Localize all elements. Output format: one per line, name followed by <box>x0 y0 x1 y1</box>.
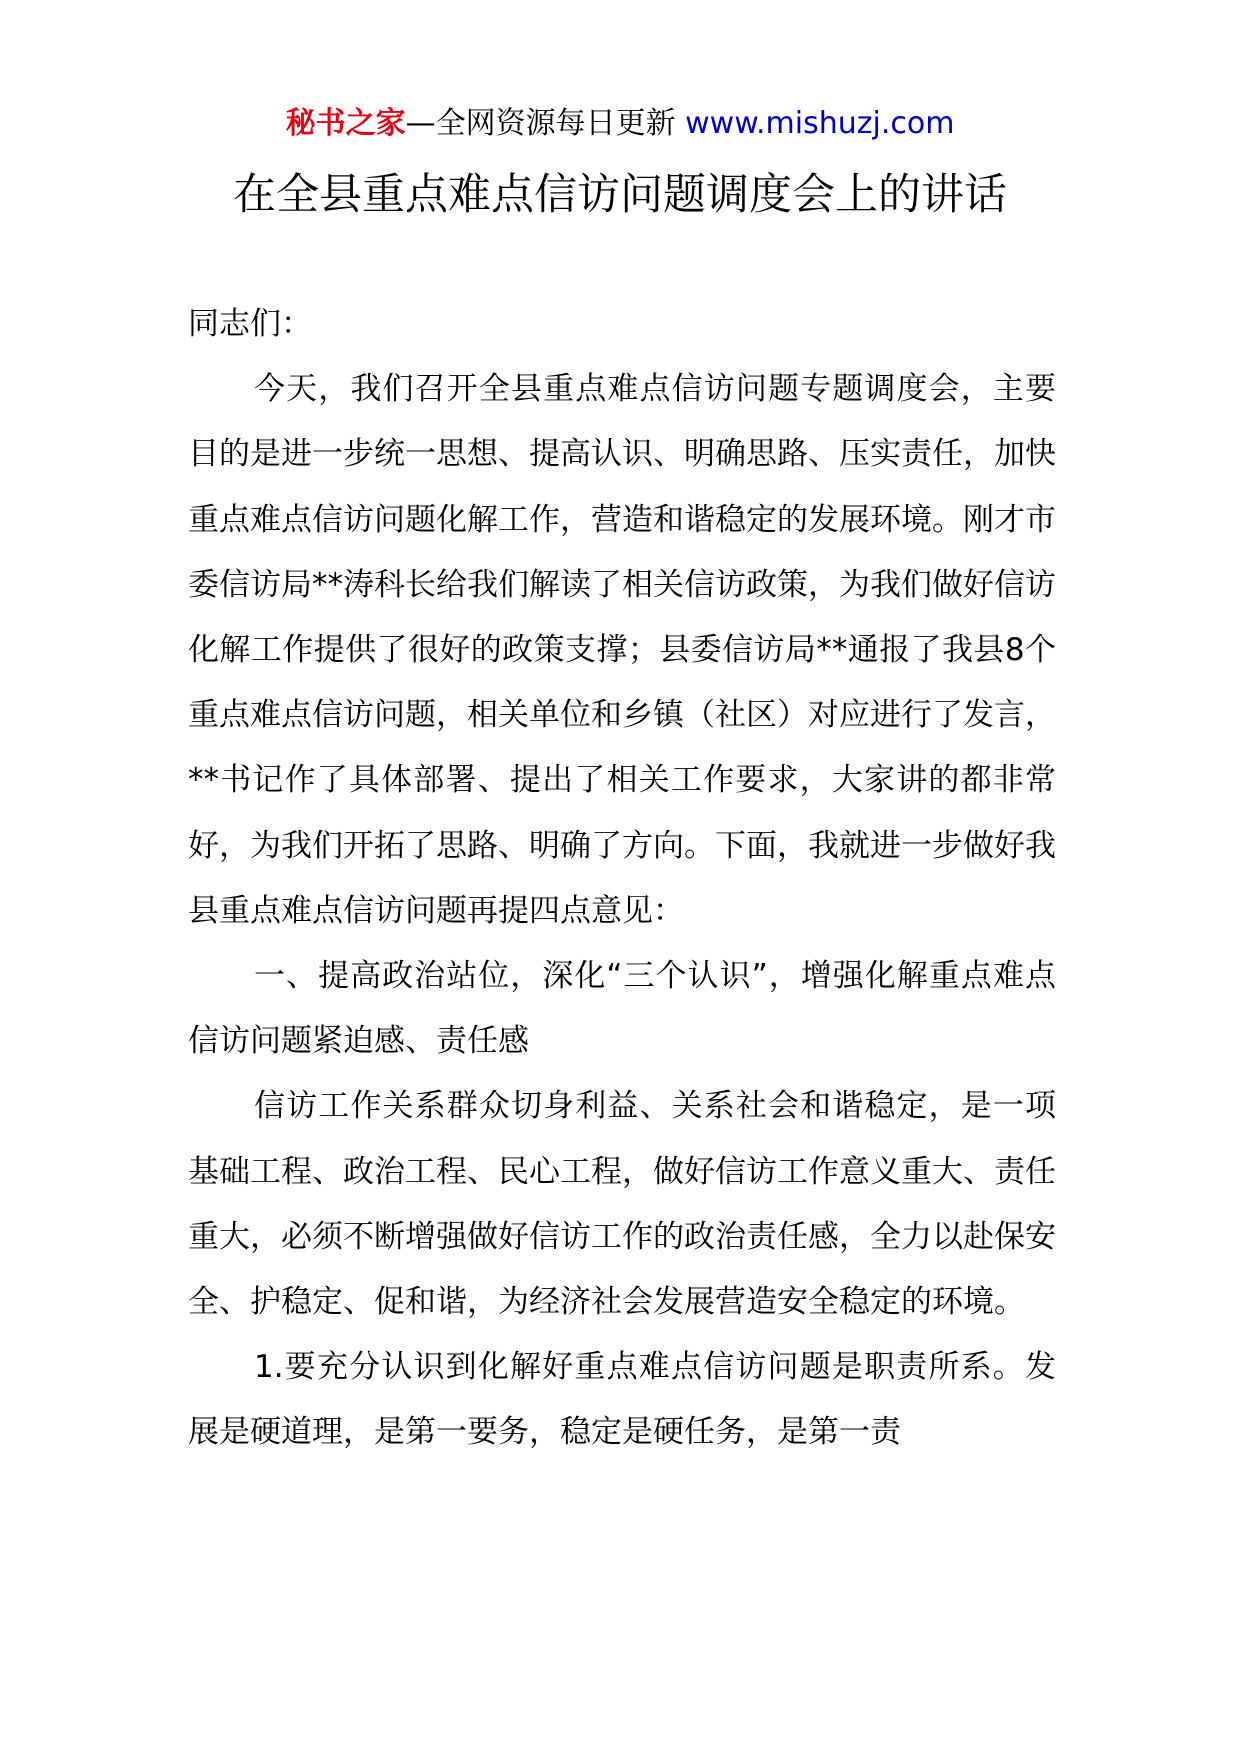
body-paragraph-intro: 今天，我们召开全县重点难点信访问题专题调度会，主要目的是进一步统一思想、提高认识、明确思路、压实责任，加快重点难点信访问题化解工作，营造和谐稳定的发展环境。刚才市委信访局**涛科长给我们解读了相关信访政策，为我们做好信访化解工作提供了很好的政策支撑；县委信访局**通报了我县8个重点难点信访问题，相关单位和乡镇（社区）对应进行了发言，**书记作了具体部署、提出了相关工作要求，大家讲的都非常好，为我们开拓了思路、明确了方向。下面，我就进一步做好我县重点难点信访问题再提四点意见： <box>188 371 1056 929</box>
salutation: 同志们： <box>188 306 312 342</box>
body-paragraph-point-one: 1.要充分认识到化解好重点难点信访问题是职责所系。发展是硬道理，是第一要务，稳定是硬任务，是第一责 <box>188 1349 1056 1451</box>
section-heading-one: 一、提高政治站位，深化“三个认识”，增强化解重点难点信访问题紧迫感、责任感 <box>188 958 1056 1060</box>
banner-tagline: —全网资源每日更新 <box>405 106 676 141</box>
brand-name: 秘书之家 <box>285 106 406 141</box>
document-body <box>188 292 1056 1466</box>
document-title: 在全县重点难点信访问题调度会上的讲话 <box>233 170 1007 220</box>
site-url-link[interactable]: www.mishuzj.com <box>685 106 955 141</box>
site-banner <box>0 102 1240 146</box>
body-paragraph-section-one: 信访工作关系群众切身利益、关系社会和谐稳定，是一项基础工程、政治工程、民心工程，做好信访工作意义重大、责任重大，必须不断增强做好信访工作的政治责任感，全力以赴保安全、护稳定、促和谐，为经济社会发展营造安全稳定的环境。 <box>188 1088 1056 1321</box>
